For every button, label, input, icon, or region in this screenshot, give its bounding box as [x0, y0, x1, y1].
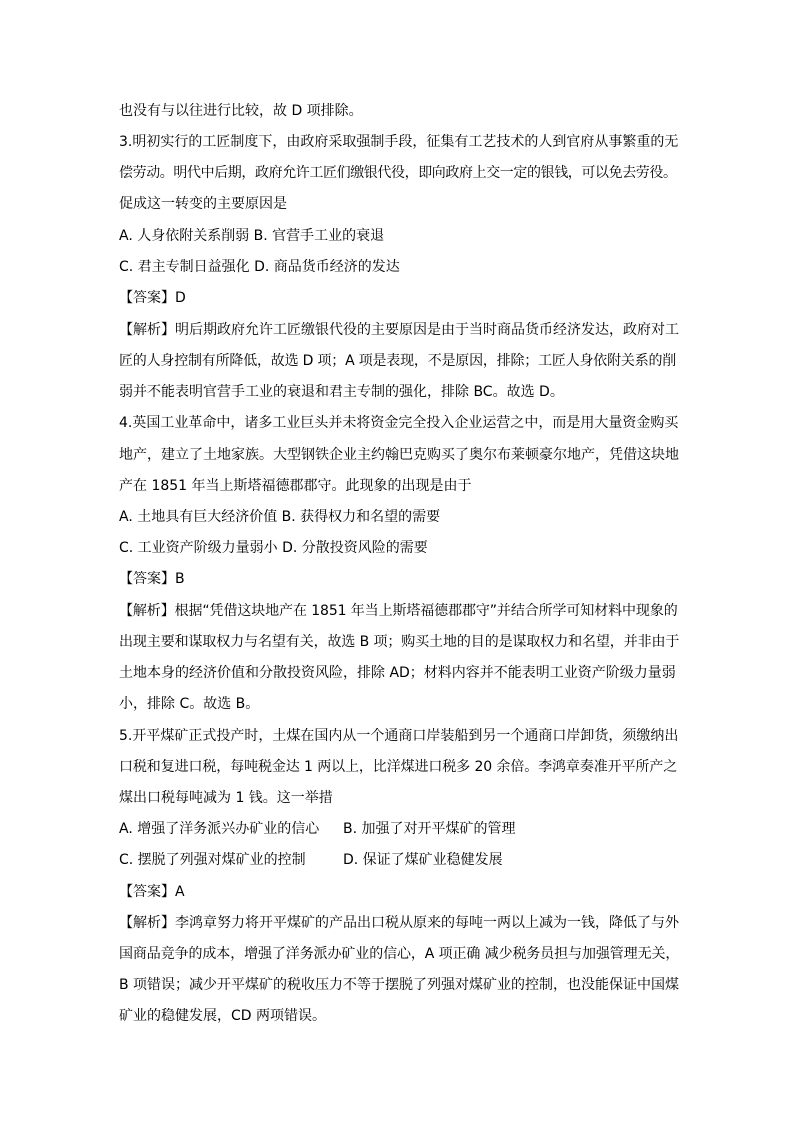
question-5-stem: 煤出口税每吨减为 1 钱。这一举措 [119, 790, 333, 806]
question-3-stem: 偿劳动。明代中后期，政府允许工匠们缴银代役，即向政府上交一定的银钱，可以免去劳役。 [119, 165, 677, 181]
question-3-answer: 【答案】D [119, 290, 186, 306]
question-4-analysis: 出现主要和谋取权力与名望有关，故选 B 项；购买土地的目的是谋取权力和名望，并非由于 [119, 634, 680, 650]
question-5-stem: 口税和复进口税，每吨税金达 1 两以上，比洋煤进口税多 20 余倍。李鸿章奏准开平所产之 [119, 759, 678, 775]
question-4-options-ab: A. 土地具有巨大经济价值 B. 获得权力和名望的需要 [119, 509, 441, 525]
option-b: B. 加强了对开平煤矿的管理 [343, 821, 516, 837]
question-4-analysis: 土地本身的经济价值和分散投资风险，排除 AD；材料内容并不能表明工业资产阶级力量弱 [119, 665, 676, 681]
question-5-options-cd [119, 850, 679, 870]
question-4-stem: 产在 1851 年当上斯塔福德郡郡守。此现象的出现是由于 [119, 478, 472, 494]
question-5-analysis: 【解析】李鸿章努力将开平煤矿的产品出口税从原来的每吨一两以上减为一钱，降低了与外 [119, 915, 679, 931]
question-4-analysis: 小，排除 C。故选 B。 [119, 696, 260, 712]
text-line: 也没有与以往进行比较，故 D 项排除。 [119, 103, 363, 119]
question-5-stem: 5.开平煤矿正式投产时，土煤在国内从一个通商口岸装船到另一个通商口岸卸货，须缴纳出 [119, 728, 679, 744]
question-4-stem: 4.英国工业革命中，诸多工业巨头并未将资金完全投入企业运营之中，而是用大量资金购买 [119, 415, 679, 431]
question-3-options-ab: A. 人身依附关系削弱 B. 官营手工业的衰退 [119, 228, 385, 244]
question-5-analysis: B 项错误；减少开平煤矿的税收压力不等于摆脱了列强对煤矿业的控制，也没能保证中国煤 [119, 977, 680, 993]
option-c: C. 摆脱了列强对煤矿业的控制 [119, 852, 306, 868]
question-4-stem: 地产，建立了土地家族。大型钢铁企业主约翰巴克购买了奥尔布莱顿豪尔地产，凭借这块地 [119, 447, 679, 463]
question-3-options-cd: C. 君主专制日益强化 D. 商品货币经济的发达 [119, 259, 400, 275]
question-5-analysis: 矿业的稳健发展，CD 两项错误。 [119, 1008, 327, 1024]
question-4-answer: 【答案】B [119, 571, 185, 587]
question-3-stem: 促成这一转变的主要原因是 [119, 196, 287, 212]
question-3-stem: 3.明初实行的工匠制度下，由政府采取强制手段，征集有工艺技术的人到官府从事繁重的无 [119, 134, 679, 150]
question-3-analysis: 匠的人身控制有所降低，故选 D 项；A 项是表现，不是原因，排除；工匠人身依附关系的削 [119, 353, 677, 369]
question-5-answer: 【答案】A [119, 884, 185, 900]
question-3-analysis: 弱并不能表明官营手工业的衰退和君主专制的强化，排除 BC。故选 D。 [119, 384, 564, 400]
option-d: D. 保证了煤矿业稳健发展 [343, 852, 503, 868]
question-5-options-ab [119, 819, 679, 839]
question-4-analysis: 【解析】根据“凭借这块地产在 1851 年当上斯塔福德郡郡守”并结合所学可知材料中现象的 [119, 603, 678, 619]
question-4-options-cd: C. 工业资产阶级力量弱小 D. 分散投资风险的需要 [119, 540, 428, 556]
option-a: A. 增强了洋务派兴办矿业的信心 [119, 821, 320, 837]
question-5-analysis: 国商品竞争的成本，增强了洋务派办矿业的信心，A 项正确 减少税务员担与加强管理无关， [119, 946, 680, 962]
question-3-analysis: 【解析】明后期政府允许工匠缴银代役的主要原因是由于当时商品货币经济发达，政府对工 [119, 322, 679, 338]
